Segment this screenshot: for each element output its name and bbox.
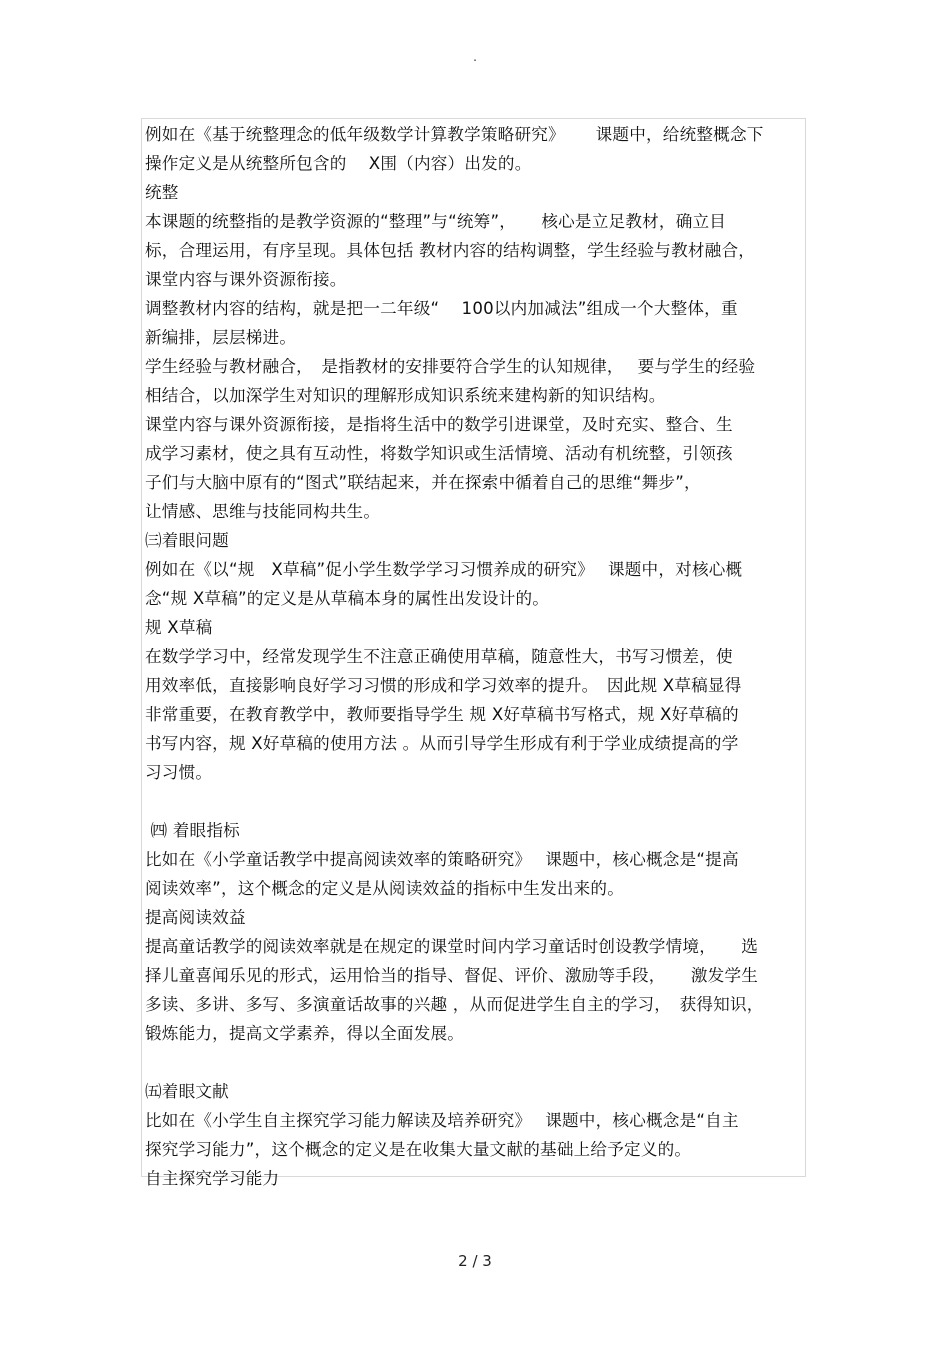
text-line: 择儿童喜闻乐见的形式，运用恰当的指导、督促、评价、激励等手段， 激发学生 xyxy=(145,966,759,985)
text-line: 新编排，层层梯进。 xyxy=(145,328,297,347)
text-line: 规 X草稿 xyxy=(145,618,213,637)
text-line: ㈢着眼问题 xyxy=(145,531,229,550)
text-line: ㈤着眼文献 xyxy=(145,1082,229,1101)
text-line: 在数学学习中，经常发现学生不注意正确使用草稿，随意性大，书写习惯差，使 xyxy=(145,647,733,666)
text-line: 相结合，以加深学生对知识的理解形成知识系统来建构新的知识结构。 xyxy=(145,386,666,405)
text-line: 课堂内容与课外资源衔接。 xyxy=(145,270,347,289)
text-line: 让情感、思维与技能同构共生。 xyxy=(145,502,381,521)
text-line: 非常重要，在教育教学中，教师要指导学生 规 X好草稿书写格式，规 X好草稿的 xyxy=(145,705,739,724)
text-line: 多读、多讲、多写、多演童话故事的兴趣 ，从而促进学生自主的学习， 获得知识， xyxy=(145,995,764,1014)
text-line: 学生经验与教材融合， 是指教材的安排要符合学生的认知规律， 要与学生的经验 xyxy=(145,357,756,376)
text-line: 用效率低，直接影响良好学习习惯的形成和学习效率的提升。 因此规 X草稿显得 xyxy=(145,676,742,695)
page-number: 2 / 3 xyxy=(458,1252,492,1270)
text-line: 比如在《小学童话教学中提高阅读效率的策略研究》 课题中，核心概念是“提高 xyxy=(145,850,739,869)
text-line: 念“规 X草稿”的定义是从草稿本身的属性出发设计的。 xyxy=(145,589,550,608)
text-line: 书写内容，规 X好草稿的使用方法 。从而引导学生形成有利于学业成绩提高的学 xyxy=(145,734,739,753)
text-line: 子们与大脑中原有的“图式”联结起来，并在探索中循着自己的思维“舞步”， xyxy=(145,473,701,492)
text-line: 例如在《基于统整理念的低年级数学计算教学策略研究》 课题中，给统整概念下 xyxy=(145,125,764,144)
text-line: 习习惯。 xyxy=(145,763,213,782)
text-line: 例如在《以“规 X草稿”促小学生数学学习习惯养成的研究》 课题中，对核心概 xyxy=(145,560,743,579)
document-body xyxy=(145,120,803,1193)
text-line: 探究学习能力”，这个概念的定义是在收集大量文献的基础上给予定义的。 xyxy=(145,1140,692,1159)
text-line: 标，合理运用，有序呈现。具体包括 教材内容的结构调整，学生经验与教材融合， xyxy=(145,241,756,260)
text-line: 调整教材内容的结构，就是把一二年级“ 100以内加减法”组成一个大整体，重 xyxy=(145,299,738,318)
text-line: 阅读效率”，这个概念的定义是从阅读效益的指标中生发出来的。 xyxy=(145,879,625,898)
text-line: 统整 xyxy=(145,183,179,202)
text-line: ㈣ 着眼指标 xyxy=(145,821,240,840)
text-line: 本课题的统整指的是教学资源的“整理”与“统筹”， 核心是立足教材，确立目 xyxy=(145,212,727,231)
header-mark: . xyxy=(473,50,477,64)
text-line: 提高阅读效益 xyxy=(145,908,246,927)
text-line: 提高童话教学的阅读效率就是在规定的课堂时间内学习童话时创设教学情境， 选 xyxy=(145,937,759,956)
blank-line xyxy=(145,1048,803,1077)
text-line: 比如在《小学生自主探究学习能力解读及培养研究》 课题中，核心概念是“自主 xyxy=(145,1111,739,1130)
text-line: 自主探究学习能力 xyxy=(145,1169,280,1188)
text-line: 操作定义是从统整所包含的 X围（内容）出发的。 xyxy=(145,154,532,173)
text-line: 成学习素材，使之具有互动性，将数学知识或生活情境、活动有机统整，引领孩 xyxy=(145,444,733,463)
text-line: 锻炼能力，提高文学素养，得以全面发展。 xyxy=(145,1024,465,1043)
text-line: 课堂内容与课外资源衔接，是指将生活中的数学引进课堂，及时充实、整合、生 xyxy=(145,415,733,434)
blank-line xyxy=(145,787,803,816)
